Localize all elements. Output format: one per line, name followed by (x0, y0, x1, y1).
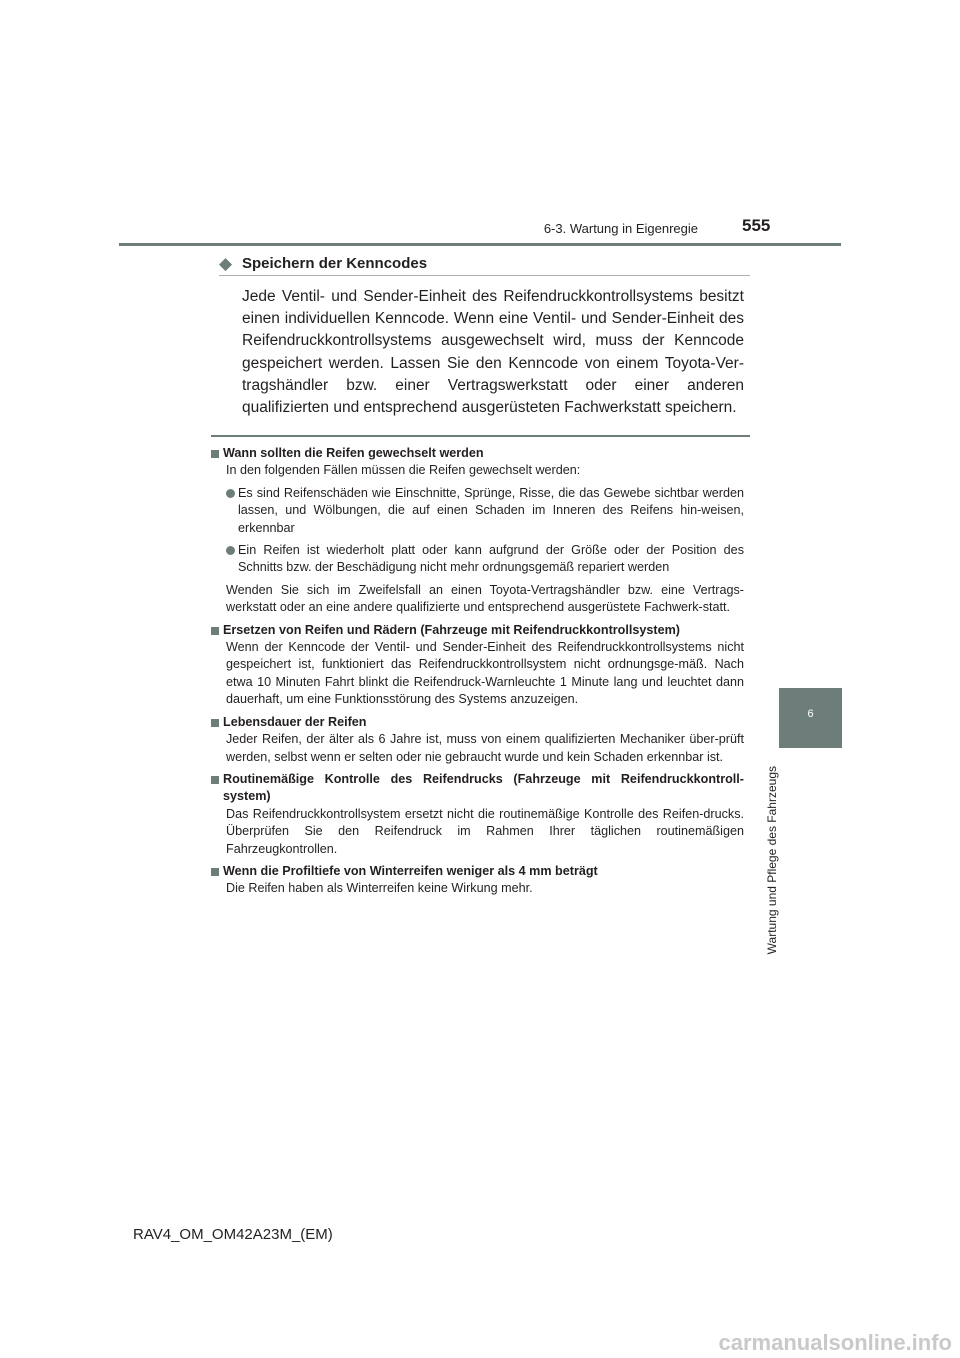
note-wheel-replacement (211, 622, 744, 709)
note-heading-text: Lebensdauer der Reifen (223, 714, 367, 729)
list-item (226, 485, 744, 537)
note-tire-lifespan (211, 714, 744, 766)
note-heading-text: Routinemäßige Kontrolle des Reifendrucks (Fahrzeuge mit Reifendruckkontroll-system) (223, 771, 744, 804)
notes-list (211, 445, 744, 903)
subsection-body: Jede Ventil- und Sender-Einheit des Reifendruckkontrollsystems besitzt einen individuellen Kenncode. Wenn eine Ventil- und Sender-Einheit des Reifendruckkontrollsystems ausgewechselt wird, muss der Kenncode gespeichert werden. Lassen Sie den Kenncode von einem Toyota-Ver-tragshändler bzw. einer Vertragswerkstatt oder einer anderen qualifizierten und entsprechend ausgerüsteten Fachwerkstatt speichern. (242, 288, 744, 417)
square-bullet-icon (211, 868, 219, 876)
note-heading-text: Wenn die Profiltiefe von Winterreifen weniger als 4 mm beträgt (223, 863, 598, 878)
square-bullet-icon (211, 719, 219, 727)
list-item-text: Es sind Reifenschäden wie Einschnitte, Sprünge, Risse, die das Gewebe sichtbar werden lassen, und Wölbungen, die auf einen Schaden im Inneren des Reifens hin-weisen, erkennbar (238, 485, 744, 535)
note-text: In den folgenden Fällen müssen die Reifen gewechselt werden: (226, 463, 581, 478)
square-bullet-icon (211, 627, 219, 635)
dot-bullet-icon (226, 546, 235, 555)
chapter-tab-number: 6 (807, 708, 814, 720)
square-bullet-icon (211, 776, 219, 784)
notes-rule (211, 435, 750, 437)
note-pressure-check (211, 771, 744, 858)
note-heading (211, 863, 744, 880)
note-text: Wenden Sie sich im Zweifelsfall an einen Toyota-Vertragshändler bzw. eine Vertrags-werkstatt oder an eine andere qualifizierte und entsprechend ausgerüstete Fachwerk-statt. (226, 582, 744, 615)
square-bullet-icon (211, 450, 219, 458)
chapter-tab (779, 688, 842, 748)
note-heading (211, 445, 744, 462)
subsection-heading (219, 253, 750, 276)
note-text: Jeder Reifen, der älter als 6 Jahre ist, muss von einem qualifizierten Mechaniker über-prüft werden, selbst wenn er selten oder nie gebraucht wurde und kein Schaden erkennbar ist. (226, 732, 744, 764)
subsection-title: Speichern der Kenncodes (242, 255, 428, 272)
note-heading-text: Wann sollten die Reifen gewechselt werden (223, 446, 484, 460)
note-heading (211, 714, 744, 731)
header-section-title: 6-3. Wartung in Eigenregie (543, 221, 698, 236)
header-rule (119, 243, 841, 246)
page-number: 555 (742, 216, 771, 235)
note-winter-tires (211, 863, 744, 898)
list-item-text: Ein Reifen ist wiederholt platt oder kann aufgrund der Größe oder der Position des Schnitts bzw. der Beschädigung nicht mehr ordnungsgemäß repariert werden (238, 543, 744, 575)
note-text: Wenn der Kenncode der Ventil- und Sender-Einheit des Reifendruckkontrollsystems nicht gespeichert ist, funktioniert das Reifendruckkontrollsystem nicht ordnungsge-mäß. Nach etwa 10 Minuten Fahrt blinkt die Reifendruck-Warnleuchte 1 Minute lang und leuchtet dann dauerhaft, um eine Funktionsstörung des Systems anzuzeigen. (226, 640, 744, 707)
note-text: Die Reifen haben als Winterreifen keine Wirkung mehr. (226, 881, 533, 896)
note-heading (211, 622, 744, 639)
footer-watermark: carmanualsonline.info (718, 1330, 952, 1355)
list-item (226, 542, 744, 577)
footer-document-code: RAV4_OM_OM42A23M_(EM) (133, 1226, 333, 1243)
note-text: Das Reifendruckkontrollsystem ersetzt nicht die routinemäßige Kontrolle des Reifen-drucks. Überprüfen Sie den Reifendruck im Rahmen Ihrer täglichen routinemäßigen Fahrzeugkontrollen. (226, 806, 744, 856)
note-tire-replacement (211, 445, 744, 617)
chapter-side-label: Wartung und Pflege des Fahrzeugs (765, 766, 779, 955)
note-heading-text: Ersetzen von Reifen und Rädern (Fahrzeuge mit Reifendruckkontrollsystem) (223, 622, 680, 637)
dot-bullet-icon (226, 489, 235, 498)
diamond-icon: ◆ (219, 254, 233, 273)
note-heading (211, 771, 744, 806)
